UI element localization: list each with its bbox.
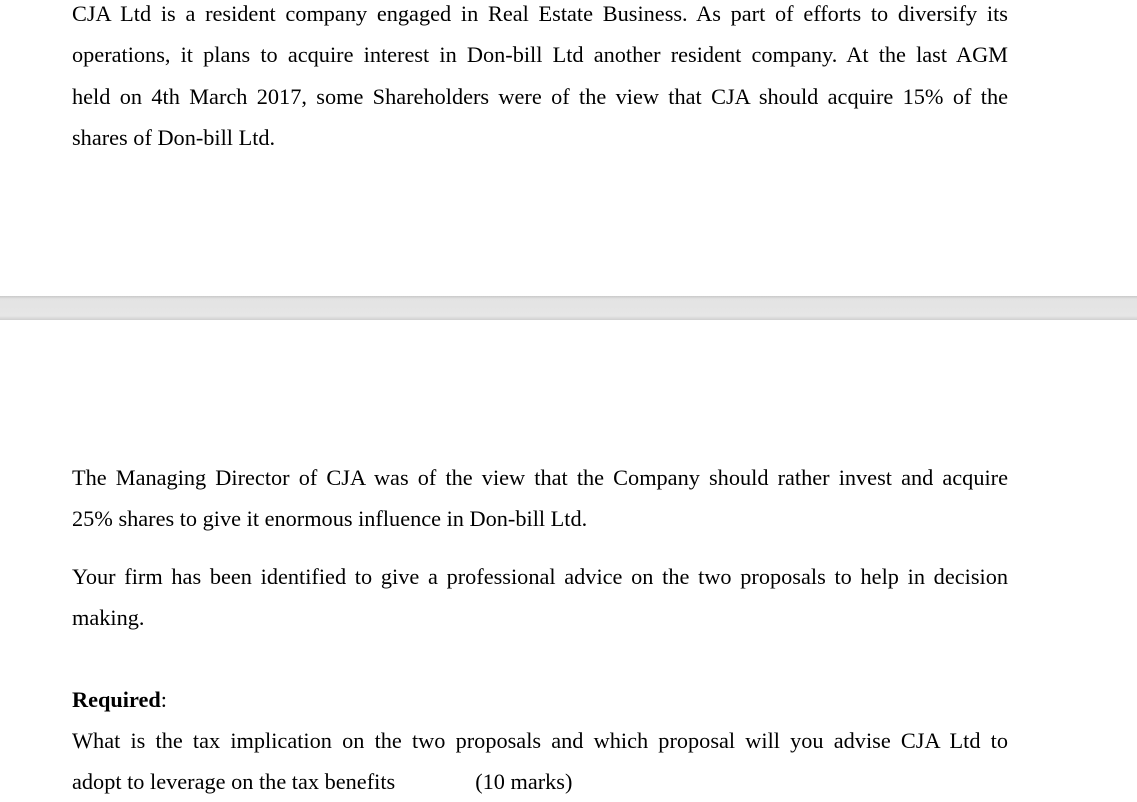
paragraph-firm-identified [72, 556, 1012, 639]
question-line-with-marks [72, 761, 1008, 802]
question-text [72, 720, 1012, 802]
paragraph-line: operations, it plans to acquire interest in Don-bill Ltd another resident company. At the last AGM [72, 42, 1008, 68]
paragraph-line: making. [72, 605, 145, 631]
paragraph-line: 25% shares to give it enormous influence in Don-bill Ltd. [72, 506, 588, 532]
question-line: What is the tax implication on the two proposals and which proposal will you advise CJA Ltd to [72, 728, 1008, 753]
paragraph-line: CJA Ltd is a resident company engaged in Real Estate Business. As part of efforts to diversify its [72, 1, 1008, 26]
required-heading [72, 679, 167, 720]
paragraph-line: Your firm has been identified to give a professional advice on the two proposals to help in decision [72, 564, 1008, 589]
paragraph-line: The Managing Director of CJA was of the view that the Company should rather invest and acquire [72, 465, 1008, 490]
marks-allocation: (10 marks) [475, 769, 573, 795]
page-break-divider [0, 296, 1137, 320]
question-line-text: adopt to leverage on the tax benefits [72, 769, 396, 795]
paragraph-managing-director-view [72, 457, 1012, 540]
paragraph-background [72, 0, 1012, 158]
required-label: Required [72, 687, 161, 712]
paragraph-line: shares of Don-bill Ltd. [72, 124, 276, 150]
required-colon: : [160, 687, 167, 712]
document-page-top [0, 0, 1137, 296]
paragraph-line: held on 4th March 2017, some Shareholders were of the view that CJA should acquire 15% of the [72, 83, 1008, 109]
